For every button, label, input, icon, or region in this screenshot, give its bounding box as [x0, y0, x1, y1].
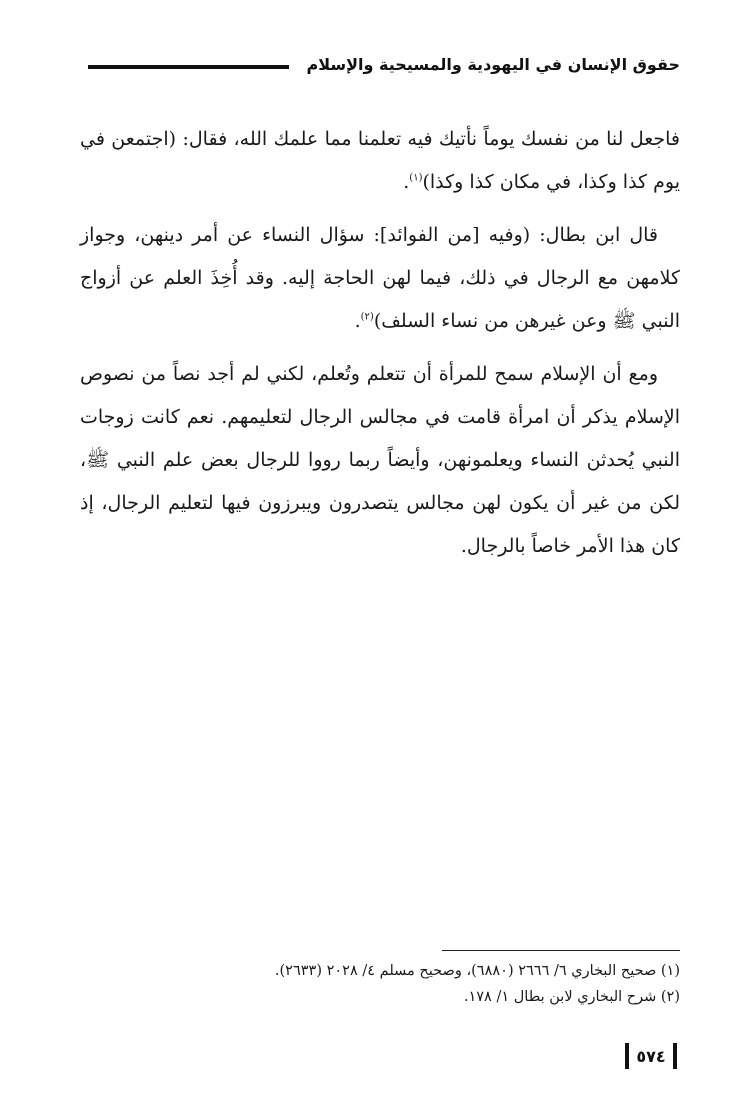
paragraph-3 [80, 353, 680, 568]
paragraph-1-end: . [403, 171, 410, 193]
main-text [80, 118, 680, 578]
footnotes [150, 958, 680, 1010]
footnote-2: (٢) شرح البخاري لابن بطال ١/ ١٧٨. [463, 989, 680, 1005]
footnote-ref-1: (١) [409, 172, 423, 184]
footnote-ref-2: (٢) [360, 311, 374, 323]
book-title: حقوق الإنسان في اليهودية والمسيحية والإسلام [306, 54, 680, 74]
paragraph-2-end: . [354, 310, 361, 332]
paragraph-1-text: فاجعل لنا من نفسك يوماً نأتيك فيه تعلمنا مما علمك الله، فقال: (اجتمعن في يوم كذا وكذا، في مكان كذا وكذا) [80, 128, 680, 193]
footnote-1: (١) صحيح البخاري ٦/ ٢٦٦٦ (٦٨٨٠)، وصحيح مسلم ٤/ ٢٠٢٨ (٢٦٣٣). [274, 963, 680, 979]
paragraph-2 [80, 214, 680, 343]
page-number: ٥٧٤ [625, 1043, 677, 1069]
paragraph-2-text: قال ابن بطال: (وفيه [من الفوائد]: سؤال النساء عن أمر دينهن، وجواز كلامهن مع الرجال في ذلك، فيما لهن الحاجة إليه. وقد أُخِذَ العلم عن أزواج النبي ﷺ وعن غيرهن من نساء السلف) [80, 224, 680, 332]
paragraph-3-text: ومع أن الإسلام سمح للمرأة أن تتعلم وتُعلم، لكني لم أجد نصاً من نصوص الإسلام يذكر أن امرأة قامت في مجالس الرجال لتعليمهم. نعم كانت زوجات النبي يُحدثن النساء ويعلمونهن، وأيضاً ربما رووا للرجال بعض علم النبي ﷺ، لكن من غير أن يكون لهن مجالس يتصدرون ويبرزون فيها لتعليم الرجال، إذ كان هذا الأمر خاصاً بالرجال. [80, 363, 680, 557]
header-rule [88, 65, 289, 69]
footnote-separator [442, 950, 680, 951]
paragraph-1 [80, 118, 680, 204]
running-header [88, 52, 680, 76]
